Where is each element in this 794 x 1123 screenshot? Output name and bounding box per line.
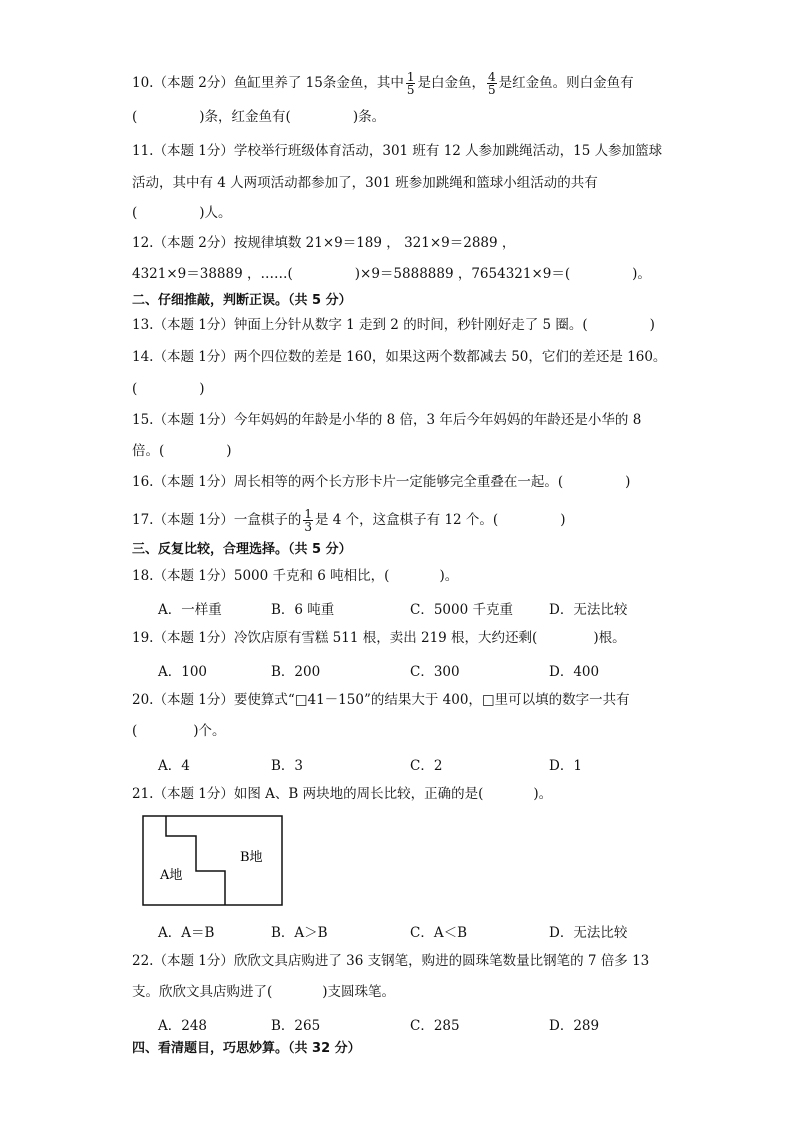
q20-line1: 20.（本题 1分）要使算式“□41－150”的结果大于 400，□里可以填的数字一共有 — [132, 692, 630, 708]
q12-line1: 12.（本题 2分）按规律填数 21×9＝189 ， 321×9＝2889 ， — [132, 235, 516, 251]
q21-option-a[interactable]: A．A＝B — [158, 925, 215, 941]
section-4-heading: 四、看清题目，巧思妙算。（共 32 分） — [132, 1041, 361, 1056]
q18-option-d[interactable]: D．无法比较 — [549, 602, 628, 618]
q18-line: 18.（本题 1分）5000 千克和 6 吨相比，( )。 — [132, 568, 459, 584]
q14-line2: ( ) — [132, 381, 205, 397]
q20-option-d[interactable]: D．1 — [549, 758, 582, 774]
q10-line2: ( )条，红金鱼有( )条。 — [132, 109, 386, 125]
section-3-heading: 三、反复比较，合理选择。（共 5 分） — [132, 542, 352, 557]
q21-figure — [142, 815, 284, 911]
q13-line: 13.（本题 1分）钟面上分针从数字 1 走到 2 的时间，秒针刚好走了 5 圈。( ) — [132, 317, 655, 333]
q22-option-c[interactable]: C．285 — [410, 1018, 460, 1034]
fraction-one-third: $\frac{1}{3}$ — [304, 507, 312, 534]
q14-line1: 14.（本题 1分）两个四位数的差是 160，如果这两个数都减去 50，它们的差还是 160。 — [132, 349, 667, 365]
q21-option-d[interactable]: D．无法比较 — [549, 925, 628, 941]
q20-option-a[interactable]: A．4 — [158, 758, 190, 774]
q20-option-c[interactable]: C．2 — [410, 758, 443, 774]
q10-text-b: 是白金鱼， — [417, 75, 485, 91]
q10-text-a: 10.（本题 2分）鱼缸里养了 15条金鱼，其中 — [132, 75, 404, 91]
q22-line1: 22.（本题 1分）欣欣文具店购进了 36 支钢笔，购进的圆珠笔数量比钢笔的 7 倍多 13 — [132, 953, 650, 969]
fraction-one-fifth: $\frac{1}{5}$ — [406, 70, 415, 97]
q18-option-a[interactable]: A．一样重 — [158, 602, 222, 618]
q20-line2: ( )个。 — [132, 723, 226, 739]
q15-line2: 倍。( ) — [132, 443, 232, 459]
q21-option-c[interactable]: C．A＜B — [410, 925, 467, 941]
q22-option-d[interactable]: D．289 — [549, 1018, 600, 1034]
q18-option-b[interactable]: B．6 吨重 — [271, 602, 335, 618]
dividing-line — [166, 816, 225, 905]
q21-line: 21.（本题 1分）如图 A、B 两块地的周长比较，正确的是( )。 — [132, 786, 553, 802]
label-a-land: A地 — [160, 868, 183, 883]
q16-line: 16.（本题 1分）周长相等的两个长方形卡片一定能够完全重叠在一起。( ) — [132, 474, 631, 490]
fraction-four-fifths: $\frac{4}{5}$ — [487, 70, 496, 97]
q22-option-a[interactable]: A．248 — [158, 1018, 208, 1034]
q17-line: 17.（本题 1分）一盒棋子的 $\frac{1}{3}$ 是 4 个，这盒棋子有 12 个。( ) — [132, 507, 566, 534]
q11-line1: 11.（本题 1分）学校举行班级体育活动，301 班有 12 人参加跳绳活动，15 人参加篮球 — [132, 143, 663, 159]
q12-line2: 4321×9＝38889 ，……( )×9＝5888889 ，7654321×9＝( )。 — [132, 266, 651, 282]
q22-line2: 支。欣欣文具店购进了( )支圆珠笔。 — [132, 984, 396, 1000]
q22-option-b[interactable]: B．265 — [271, 1018, 321, 1034]
label-b-land: B地 — [240, 850, 263, 865]
q19-option-d[interactable]: D．400 — [549, 664, 600, 680]
section-2-heading: 二、仔细推敲，判断正误。（共 5 分） — [132, 293, 352, 308]
q11-line2: 活动，其中有 4 人两项活动都参加了，301 班参加跳绳和篮球小组活动的共有 — [132, 175, 598, 191]
q19-option-b[interactable]: B．200 — [271, 664, 321, 680]
q19-line: 19.（本题 1分）冷饮店原有雪糕 511 根，卖出 219 根，大约还剩( )根。 — [132, 630, 626, 646]
q21-option-b[interactable]: B．A＞B — [271, 925, 328, 941]
q10-text-c: 是红金鱼。则白金鱼有 — [498, 75, 634, 91]
q18-option-c[interactable]: C．5000 千克重 — [410, 602, 513, 618]
q20-option-b[interactable]: B．3 — [271, 758, 304, 774]
q19-option-c[interactable]: C．300 — [410, 664, 460, 680]
q15-line1: 15.（本题 1分）今年妈妈的年龄是小华的 8 倍，3 年后今年妈妈的年龄还是小华的 8 — [132, 412, 642, 428]
q11-line3: ( )人。 — [132, 205, 232, 221]
q21-land-diagram — [142, 815, 284, 907]
q19-option-a[interactable]: A．100 — [158, 664, 208, 680]
q10-line1 — [132, 71, 634, 96]
